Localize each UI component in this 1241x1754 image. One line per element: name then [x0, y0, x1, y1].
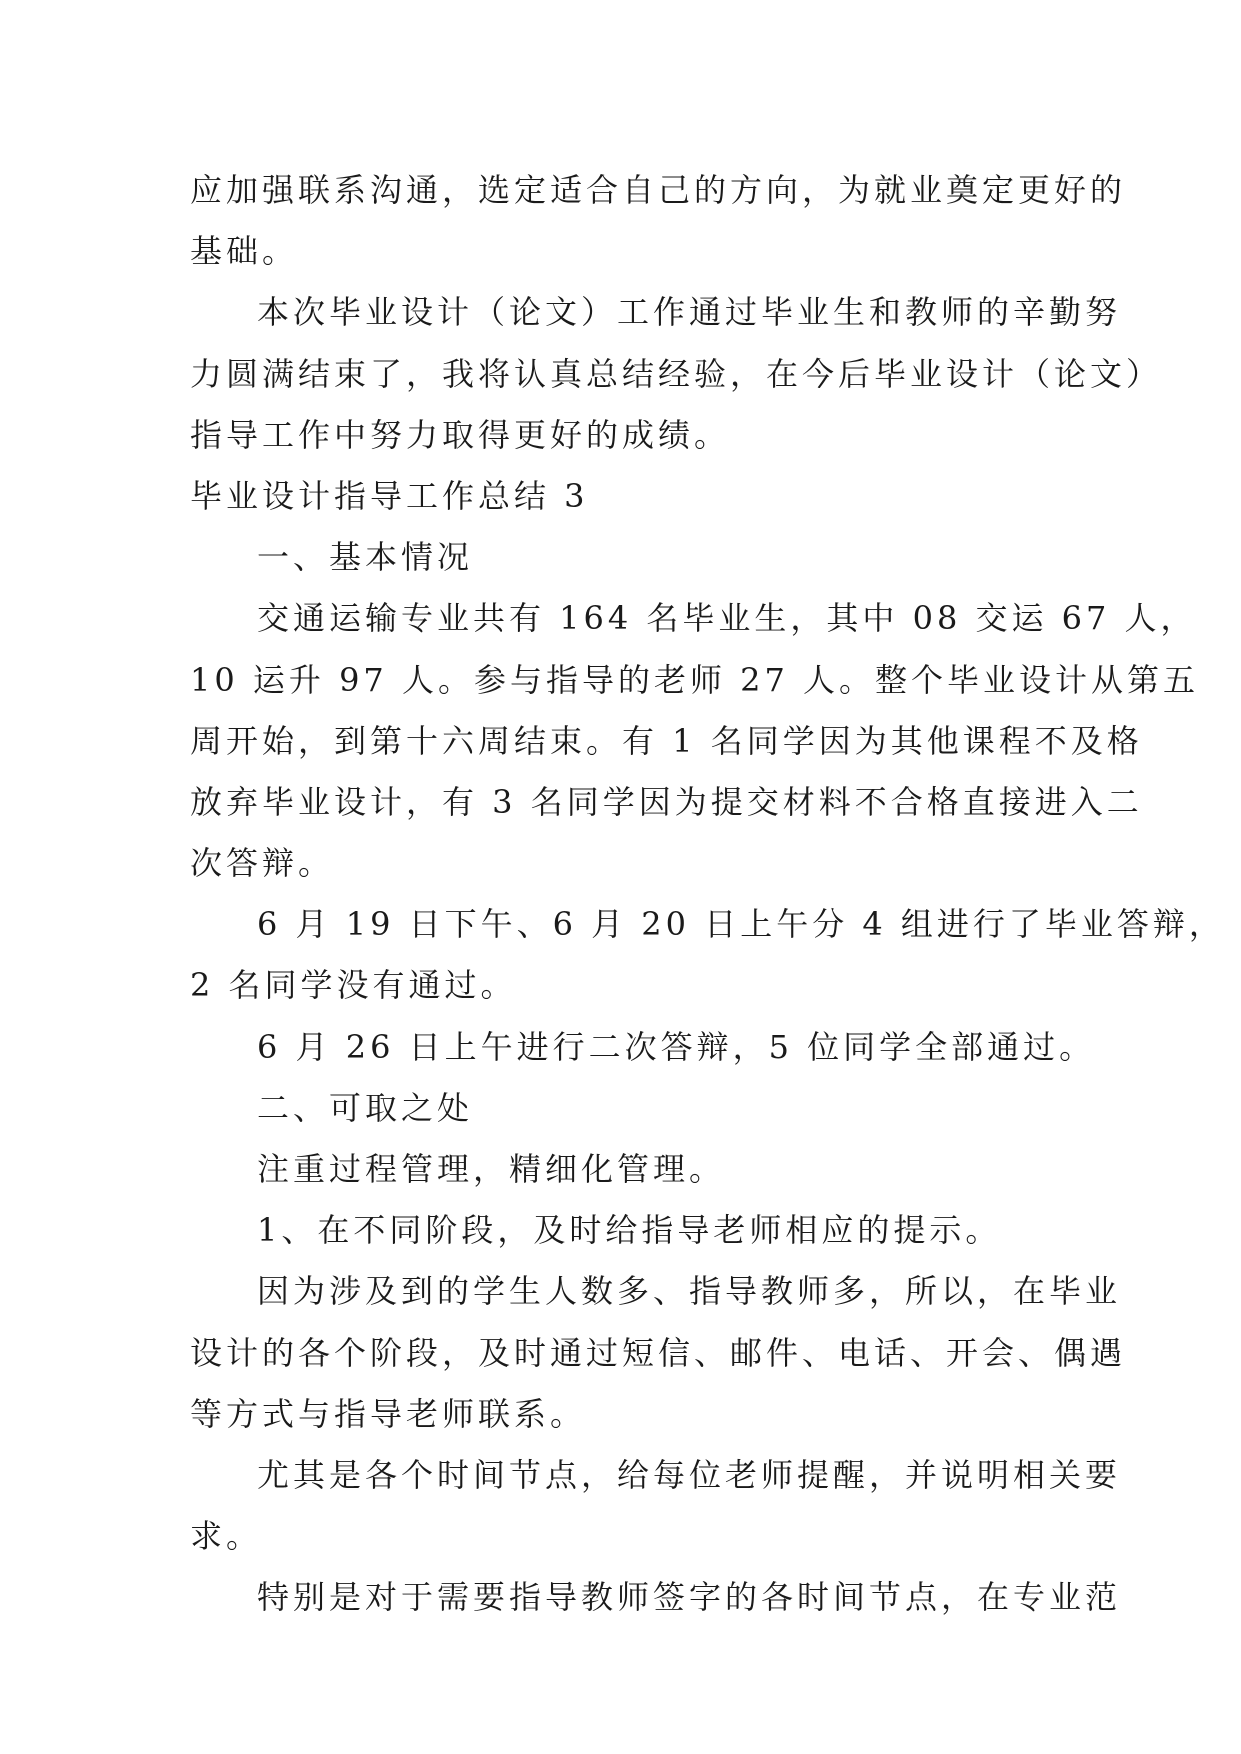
text-line: 交通运输专业共有 164 名毕业生，其中 08 交运 67 人，	[257, 599, 1197, 638]
text-line: 力圆满结束了，我将认真总结经验，在今后毕业设计（论文）	[190, 354, 1163, 393]
text-line: 因为涉及到的学生人数多、指导教师多，所以，在毕业	[257, 1272, 1122, 1311]
text-line: 尤其是各个时间节点，给每位老师提醒，并说明相关要	[257, 1455, 1122, 1494]
text-line: 特别是对于需要指导教师签字的各时间节点，在专业范	[257, 1578, 1122, 1617]
text-line: 放弃毕业设计，有 3 名同学因为提交材料不合格直接进入二	[190, 782, 1143, 821]
text-line: 等方式与指导老师联系。	[190, 1394, 587, 1433]
text-line: 6 月 26 日上午进行二次答辩，5 位同学全部通过。	[257, 1027, 1096, 1066]
text-line: 指导工作中努力取得更好的成绩。	[190, 415, 731, 454]
text-line: 应加强联系沟通，选定适合自己的方向，为就业奠定更好的	[190, 171, 1127, 209]
text-line: 设计的各个阶段，及时通过短信、邮件、电话、开会、偶遇	[190, 1333, 1127, 1372]
text-line: 本次毕业设计（论文）工作通过毕业生和教师的辛勤努	[257, 293, 1122, 332]
text-line: 周开始，到第十六周结束。有 1 名同学因为其他课程不及格	[190, 721, 1143, 760]
text-line: 二、可取之处	[257, 1088, 474, 1127]
text-line: 10 运升 97 人。参与指导的老师 27 人。整个毕业设计从第五	[190, 660, 1200, 699]
text-line: 2 名同学没有通过。	[190, 966, 517, 1005]
text-line: 一、基本情况	[257, 538, 474, 577]
text-line: 基础。	[190, 232, 299, 271]
text-line: 1、在不同阶段，及时给指导老师相应的提示。	[257, 1211, 1002, 1250]
text-line: 毕业设计指导工作总结 3	[190, 476, 589, 515]
text-line: 求。	[190, 1517, 263, 1556]
text-line: 6 月 19 日下午、6 月 20 日上午分 4 组进行了毕业答辩，	[257, 905, 1225, 944]
text-line: 注重过程管理，精细化管理。	[257, 1150, 726, 1188]
text-line: 次答辩。	[190, 844, 335, 883]
document-body	[190, 160, 1225, 1629]
